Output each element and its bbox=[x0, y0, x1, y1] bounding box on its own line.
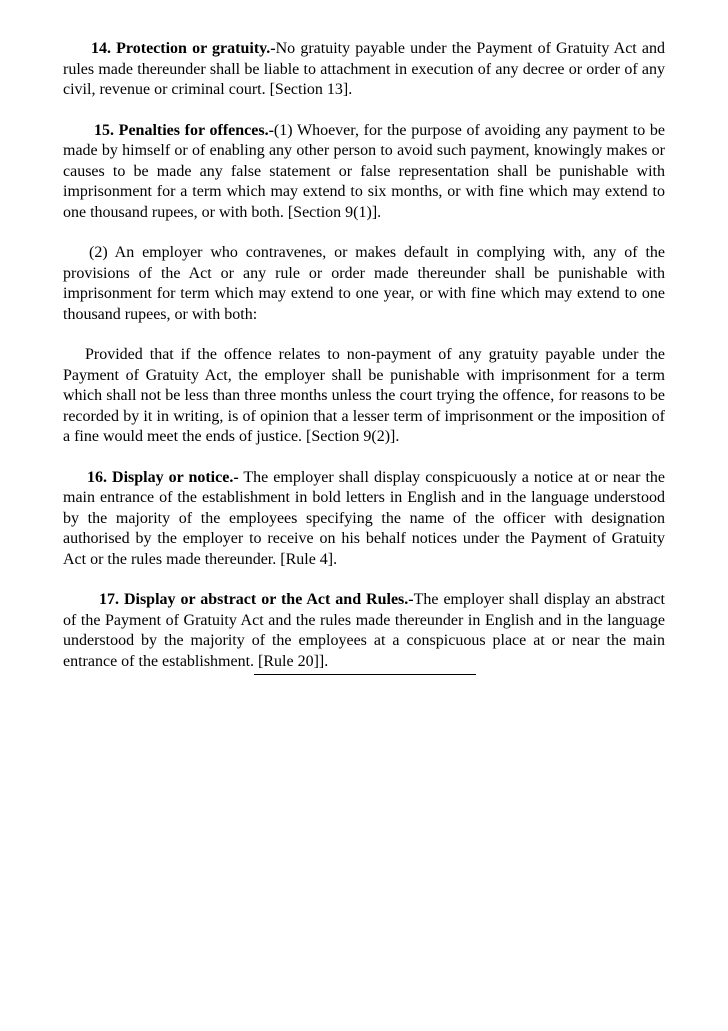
section-16-paragraph bbox=[63, 468, 665, 571]
section-15-heading: 15. Penalties for offences.- bbox=[94, 121, 274, 139]
section-14-body: No gratuity payable under the Payment of Gratuity Act and rules made thereunder shall be liable to attachment in execution of any decree or order of any civil, revenue or criminal court. [Section 13]. bbox=[63, 40, 665, 98]
section-17-heading: 17. Display or abstract or the Act and Rules.- bbox=[99, 591, 414, 608]
section-14-paragraph bbox=[63, 39, 665, 101]
section-15-proviso-paragraph bbox=[63, 345, 665, 448]
section-15-body: (1) Whoever, for the purpose of avoiding any payment to be made by himself or of enabling any other person to avoid such payment, knowingly makes or causes to be made any false statement or false representation shall be punishable with imprisonment for a term which may extend to six months, or with fine which may extend to one thousand rupees, or with both. [Section 9(1)]. bbox=[63, 121, 666, 221]
section-17-paragraph bbox=[63, 590, 665, 672]
section-17-body: The employer shall display an abstract of the Payment of Gratuity Act and the rules made thereunder in English and in the language understood by the majority of the employees at a conspicuous place at or near the main entrance of the establishment. [Rule 20]]. bbox=[63, 591, 665, 670]
section-16-body: The employer shall display conspicuously a notice at or near the main entrance of the establishment in bold letters in English and in the language understood by the majority of the employees specifying the name of the officer with designation authorised by the employer to receive on his behalf notices under the Payment of Gratuity Act or the rules made thereunder. [Rule 4]. bbox=[63, 468, 666, 568]
section-15-subsection-2-body: (2) An employer who contravenes, or makes default in complying with, any of the provisions of the Act or any rule or order made thereunder shall be punishable with imprisonment for term which may extend to one year, or with fine which may extend to one thousand rupees, or with both: bbox=[63, 244, 665, 323]
section-15-paragraph bbox=[63, 121, 665, 224]
section-14-heading: 14. Protection or gratuity.- bbox=[91, 40, 276, 57]
end-divider-line bbox=[254, 674, 476, 675]
section-15-subsection-2-paragraph bbox=[63, 243, 665, 325]
section-16-heading: 16. Display or notice.- bbox=[87, 468, 239, 486]
section-15-proviso-body: Provided that if the offence relates to non-payment of any gratuity payable under the Payment of Gratuity Act, the employer shall be punishable with imprisonment for a term which shall not be less than three months unless the court trying the offence, for reasons to be recorded by it in writing, is of opinion that a lesser term of imprisonment or the imposition of a fine would meet the ends of justice. [Section 9(2)]. bbox=[63, 346, 665, 445]
